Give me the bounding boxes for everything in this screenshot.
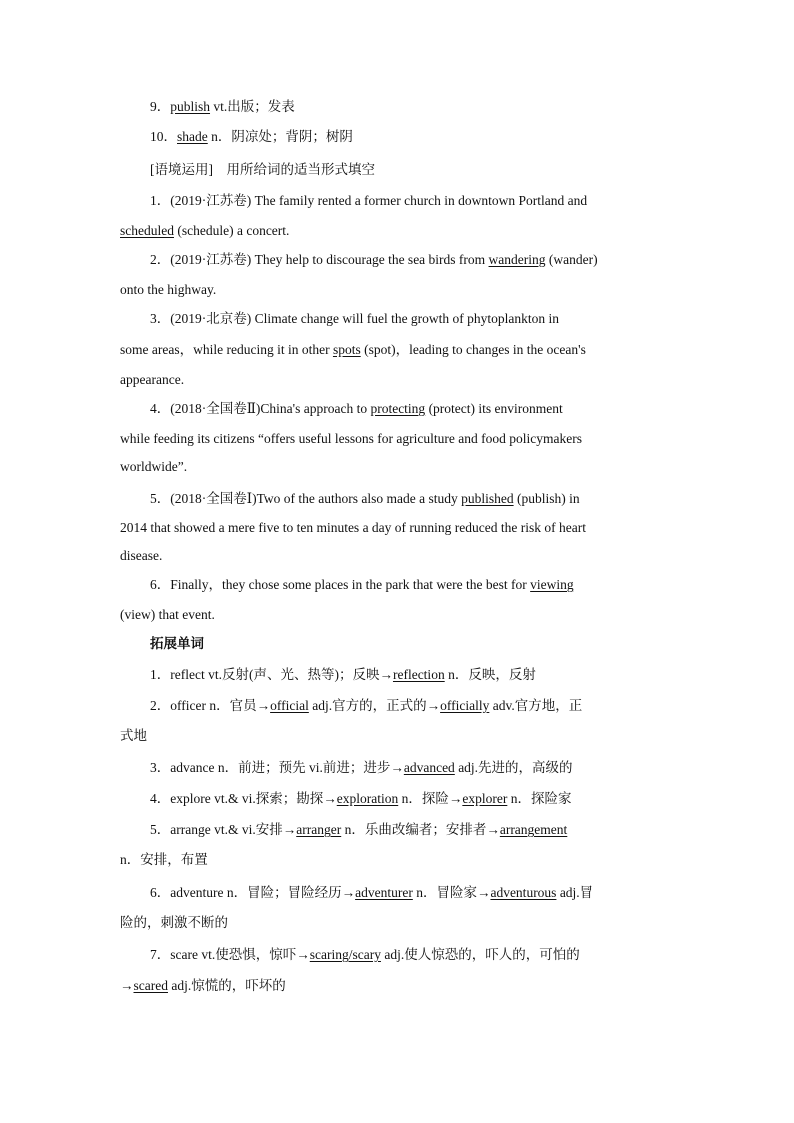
item-number: 9． xyxy=(150,99,171,114)
answer-blank: scared xyxy=(133,978,168,993)
word-text: n．反映，反射 xyxy=(444,667,536,682)
sentence-4-line-2: while feeding its citizens “offers useful lessons for agriculture and food policymakers xyxy=(120,431,582,446)
item-number: 10． xyxy=(150,129,177,144)
sentence-4-line-1 xyxy=(150,399,710,419)
word-text: 7．scare vt.使恐惧，惊吓→ xyxy=(150,947,310,962)
sentence-2-line-2: onto the highway. xyxy=(120,282,217,297)
word-text: adv.官方地，正 xyxy=(489,698,583,713)
extend-word-2-line-1 xyxy=(150,696,710,716)
answer-blank: arranger xyxy=(296,822,342,837)
context-section-heading: [语境运用] 用所给词的适当形式填空 xyxy=(150,162,375,177)
extend-word-3 xyxy=(150,758,710,778)
extend-word-6-line-1 xyxy=(150,883,710,903)
answer-blank: advanced xyxy=(403,760,455,775)
answer-blank: adventurer xyxy=(355,885,413,900)
sentence-1-line-2 xyxy=(120,221,680,241)
sentence-3-line-2 xyxy=(120,340,680,360)
sentence-text: 6．Finally，they chose some places in the park that were the best for xyxy=(150,577,531,592)
word-text: adj.先进的，高级的 xyxy=(454,760,573,775)
sentence-2-line-1 xyxy=(150,250,680,270)
sentence-6-line-1 xyxy=(150,575,710,595)
answer-blank: spots xyxy=(332,342,361,357)
sentence-3-line-3: appearance. xyxy=(120,372,185,387)
extend-word-4 xyxy=(150,789,710,809)
word-text: n．探险家 xyxy=(507,791,572,806)
sentence-text: (spot)，leading to changes in the ocean's xyxy=(360,342,586,357)
word-text: n．探险→ xyxy=(398,791,463,806)
word-text: n．冒险家→ xyxy=(412,885,491,900)
answer-blank: official xyxy=(270,698,309,713)
extend-word-7-line-2 xyxy=(120,976,680,996)
extend-section-heading: 拓展单词 xyxy=(150,636,204,652)
sentence-6-line-2: (view) that event. xyxy=(120,607,215,622)
sentence-5-line-3: disease. xyxy=(120,548,163,563)
answer-blank: arrangement xyxy=(499,822,568,837)
answer-blank: viewing xyxy=(530,577,574,592)
word-text: → xyxy=(120,978,134,993)
word-text: 6．adventure n．冒险；冒险经历→ xyxy=(150,885,356,900)
sentence-5-line-2: 2014 that showed a mere five to ten minutes a day of running reduced the risk of heart xyxy=(120,520,586,535)
sentence-3-line-1: 3．(2019·北京卷) Climate change will fuel the growth of phytoplankton in xyxy=(150,311,560,326)
extend-word-6-line-2: 险的，刺激不断的 xyxy=(120,915,228,930)
definition-text: n．阴凉处；背阴；树阴 xyxy=(207,129,353,144)
word-text: 1．reflect vt.反射(声、光、热等)；反映→ xyxy=(150,667,393,682)
answer-blank: exploration xyxy=(336,791,399,806)
sentence-text: some areas，while reducing it in other xyxy=(120,342,333,357)
sentence-text: (wander) xyxy=(545,252,598,267)
answer-blank: published xyxy=(461,491,514,506)
word-text: adj.惊慌的，吓坏的 xyxy=(167,978,286,993)
extend-word-5-line-2: n．安排，布置 xyxy=(120,852,208,867)
vocab-item-10 xyxy=(150,127,710,147)
word-text: adj.使人惊恐的，吓人的，可怕的 xyxy=(380,947,580,962)
sentence-5-line-1 xyxy=(150,489,710,509)
answer-blank: explorer xyxy=(462,791,508,806)
word-text: n．乐曲改编者；安排者→ xyxy=(341,822,500,837)
answer-blank: adventurous xyxy=(490,885,557,900)
answer-blank: reflection xyxy=(392,667,445,682)
sentence-text: 2．(2019·江苏卷) They help to discourage the sea birds from xyxy=(150,252,489,267)
sentence-text: 4．(2018·全国卷Ⅱ)China's approach to xyxy=(150,401,371,416)
sentence-text: 5．(2018·全国卷Ⅰ)Two of the authors also made a study xyxy=(150,491,462,506)
word-text: 2．officer n．官员→ xyxy=(150,698,271,713)
answer-blank: protecting xyxy=(370,401,426,416)
vocab-item-9 xyxy=(150,97,710,117)
extend-word-7-line-1 xyxy=(150,945,710,965)
word-text: 4．explore vt.& vi.探索；勘探→ xyxy=(150,791,337,806)
answer-blank: shade xyxy=(177,129,208,144)
answer-blank: scheduled xyxy=(120,223,174,238)
answer-blank: scaring/scary xyxy=(309,947,381,962)
word-text: 5．arrange vt.& vi.安排→ xyxy=(150,822,297,837)
extend-word-1 xyxy=(150,665,710,685)
sentence-text: (publish) in xyxy=(513,491,580,506)
sentence-text: (protect) its environment xyxy=(425,401,563,416)
answer-blank: officially xyxy=(440,698,490,713)
answer-blank: publish xyxy=(170,99,211,114)
sentence-text: (schedule) a concert. xyxy=(173,223,290,238)
sentence-1-line-1: 1．(2019·江苏卷) The family rented a former church in downtown Portland and xyxy=(150,193,588,208)
word-text: adj.冒 xyxy=(556,885,594,900)
definition-text: vt.出版；发表 xyxy=(210,99,295,114)
extend-word-2-line-2: 式地 xyxy=(120,728,147,743)
sentence-4-line-3: worldwide”. xyxy=(120,459,188,474)
extend-word-5-line-1 xyxy=(150,820,710,840)
word-text: 3．advance n．前进；预先 vi.前进；进步→ xyxy=(150,760,404,775)
answer-blank: wandering xyxy=(488,252,546,267)
word-text: adj.官方的，正式的→ xyxy=(308,698,441,713)
